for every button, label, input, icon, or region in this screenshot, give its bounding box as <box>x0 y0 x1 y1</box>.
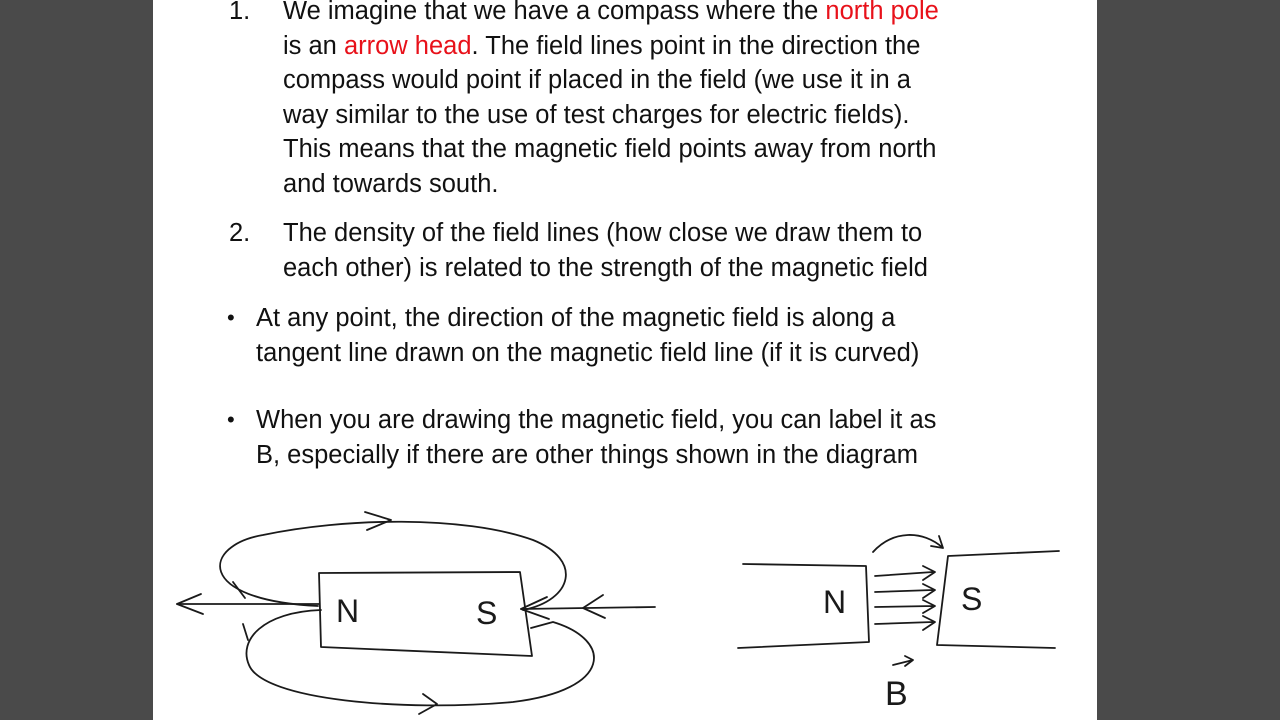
text-line: each other) is related to the strength of the magnetic field <box>283 253 928 282</box>
arrow-head-top <box>365 512 391 530</box>
field-line-top <box>220 522 566 610</box>
tick-mark <box>243 624 248 640</box>
tick-mark <box>233 582 245 598</box>
field-b-label: B <box>885 675 908 713</box>
field-arrow-curved <box>873 535 943 552</box>
text-line: is an <box>283 31 344 60</box>
two-magnets-sketch <box>738 535 1059 713</box>
north-pole-label: N <box>336 593 360 629</box>
field-arrow <box>875 584 935 598</box>
item-number: 2. <box>229 219 251 247</box>
text-line: The density of the field lines (how close we draw them to <box>283 219 923 247</box>
south-magnet-body <box>937 551 1059 648</box>
south-pole-label: S <box>961 581 983 617</box>
arrow-head-right-2 <box>583 595 605 618</box>
text-line: and towards south. <box>283 169 499 198</box>
text-line: way similar to the use of test charges for electric fields). <box>283 100 910 129</box>
text-line: We imagine that we have a compass where the <box>283 0 826 25</box>
field-arrow <box>875 616 935 630</box>
field-line-right-in <box>521 607 655 609</box>
highlight-north-pole: north pole <box>825 0 939 25</box>
hand-sketches <box>153 0 1097 720</box>
bullet-icon: • <box>227 407 235 432</box>
text-line: B, especially if there are other things shown in the diagram <box>256 440 918 469</box>
north-pole-label: N <box>823 584 847 620</box>
south-pole-label: S <box>476 595 498 631</box>
arrow-head-bottom <box>419 694 437 714</box>
field-line-bottom <box>246 610 593 705</box>
text-line: tangent line drawn on the magnetic field line (if it is curved) <box>256 338 920 367</box>
text-line: At any point, the direction of the magnetic field is along a <box>256 304 896 332</box>
field-arrow <box>875 566 935 580</box>
slide-page <box>153 0 1097 720</box>
vector-arrow-icon <box>893 656 913 666</box>
text-line: When you are drawing the magnetic field, you can label it as <box>256 406 937 434</box>
item-number: 1. <box>229 0 251 25</box>
text-line: . The field lines point in the direction the <box>471 31 921 60</box>
field-arrow <box>875 600 935 613</box>
text-line: This means that the magnetic field points away from north <box>283 135 937 164</box>
highlight-arrow-head: arrow head <box>343 31 472 60</box>
text-line: compass would point if placed in the field (we use it in a <box>283 66 911 95</box>
bullet-icon: • <box>227 305 235 330</box>
north-magnet-body <box>738 564 869 648</box>
bar-magnet-sketch <box>177 512 655 714</box>
